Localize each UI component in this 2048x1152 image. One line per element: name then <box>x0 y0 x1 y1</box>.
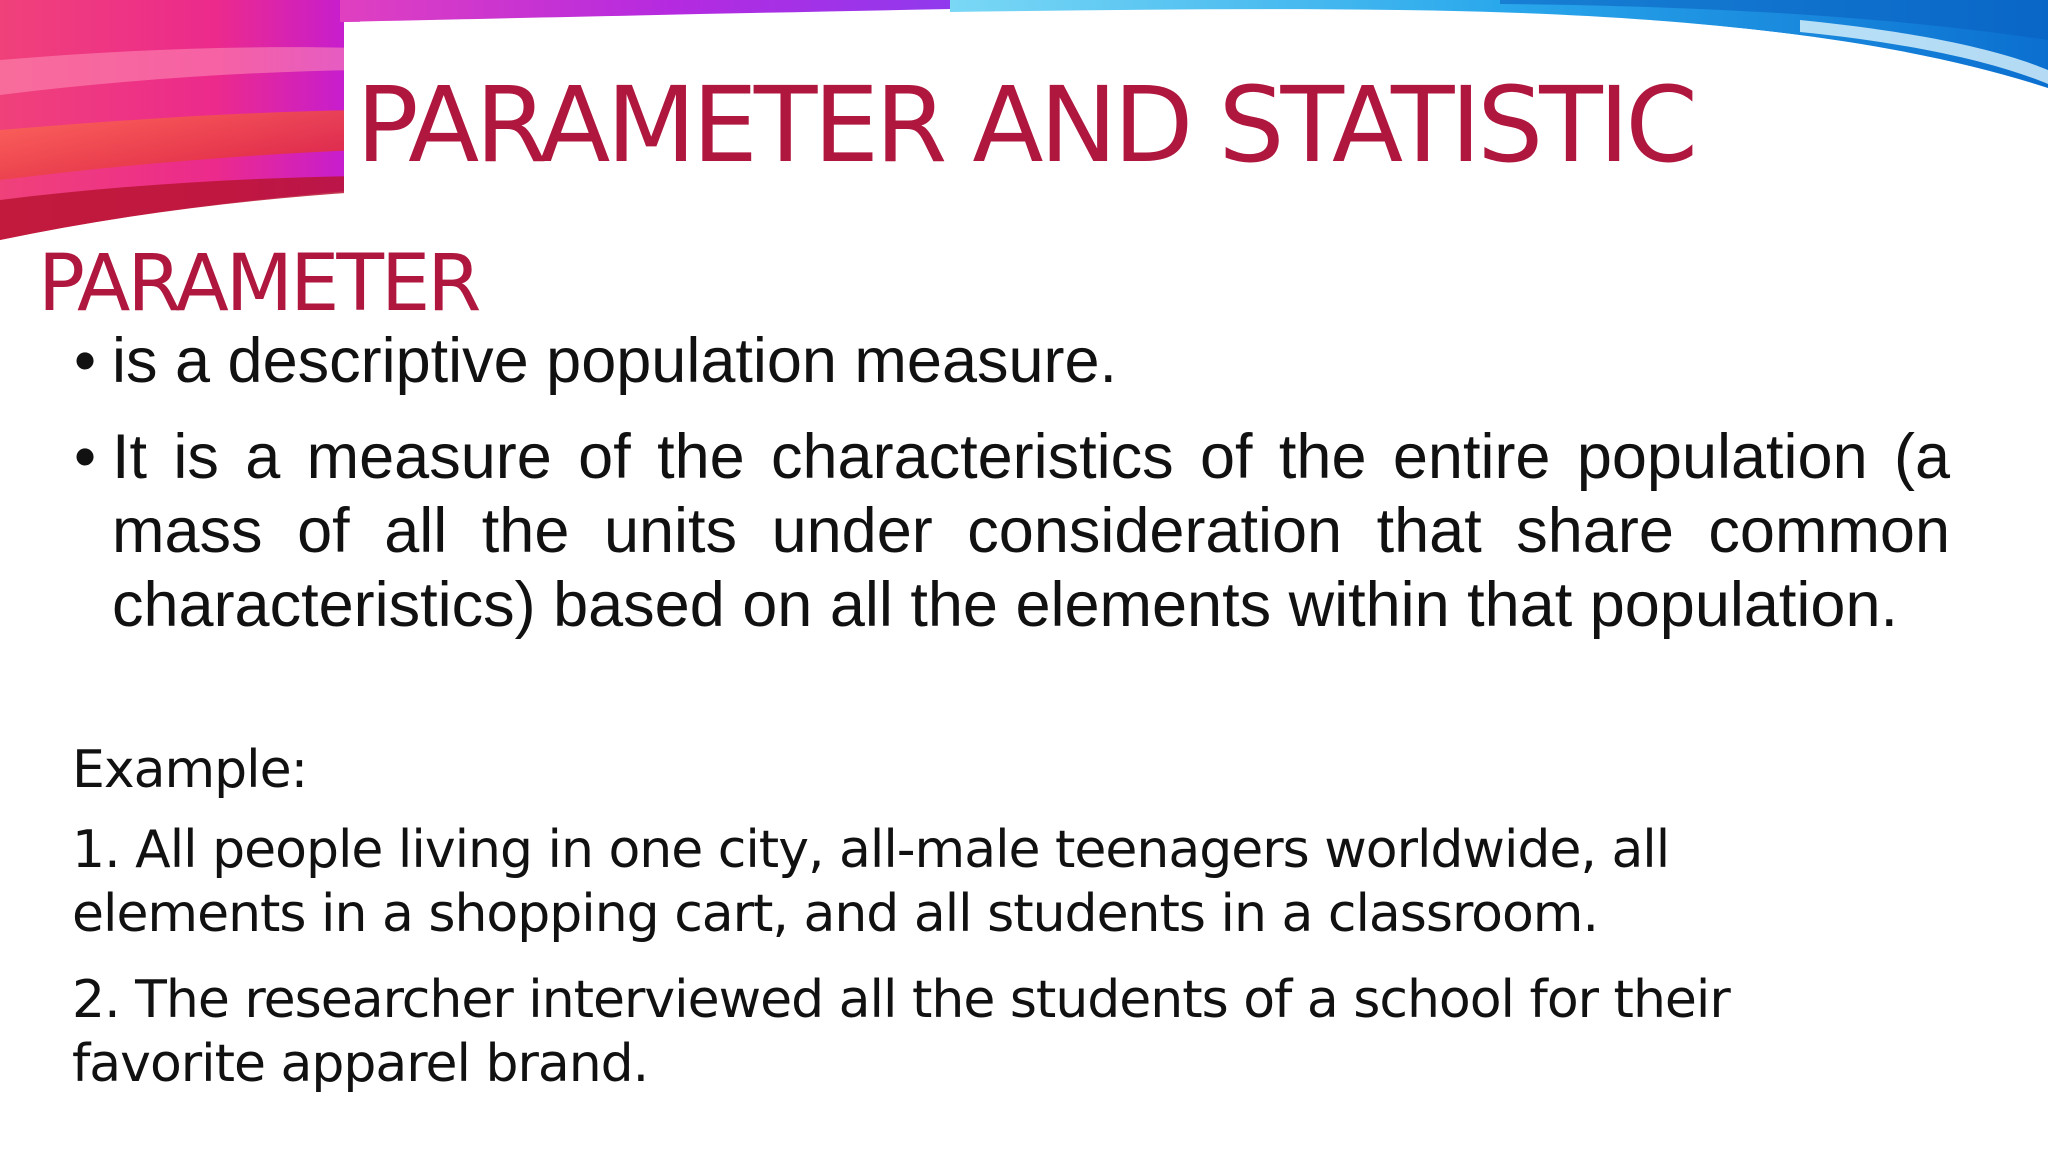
bullet-item <box>74 324 1950 398</box>
bullet-list <box>74 324 1950 642</box>
bullet-item <box>74 420 1950 642</box>
bullet-text: is a descriptive population measure. <box>112 326 1118 396</box>
bullet-text: It is a measure of the characteristics of the entire population (a mass of all the units under consideration that share common characteristics) based on all the elements within that population. <box>112 422 1950 640</box>
example-label: Example: <box>72 740 308 800</box>
section-heading: PARAMETER <box>38 239 479 329</box>
example-list <box>72 818 1892 1096</box>
slide-title: PARAMETER AND STATISTIC <box>356 64 1695 186</box>
example-item: 1. All people living in one city, all-male teenagers worldwide, all elements in a shopping cart, and all students in a classroom. <box>72 820 1670 944</box>
bullet-icon: • <box>74 422 97 492</box>
bullet-icon: • <box>74 326 97 396</box>
example-item: 2. The researcher interviewed all the students of a school for their favorite apparel brand. <box>72 970 1730 1094</box>
